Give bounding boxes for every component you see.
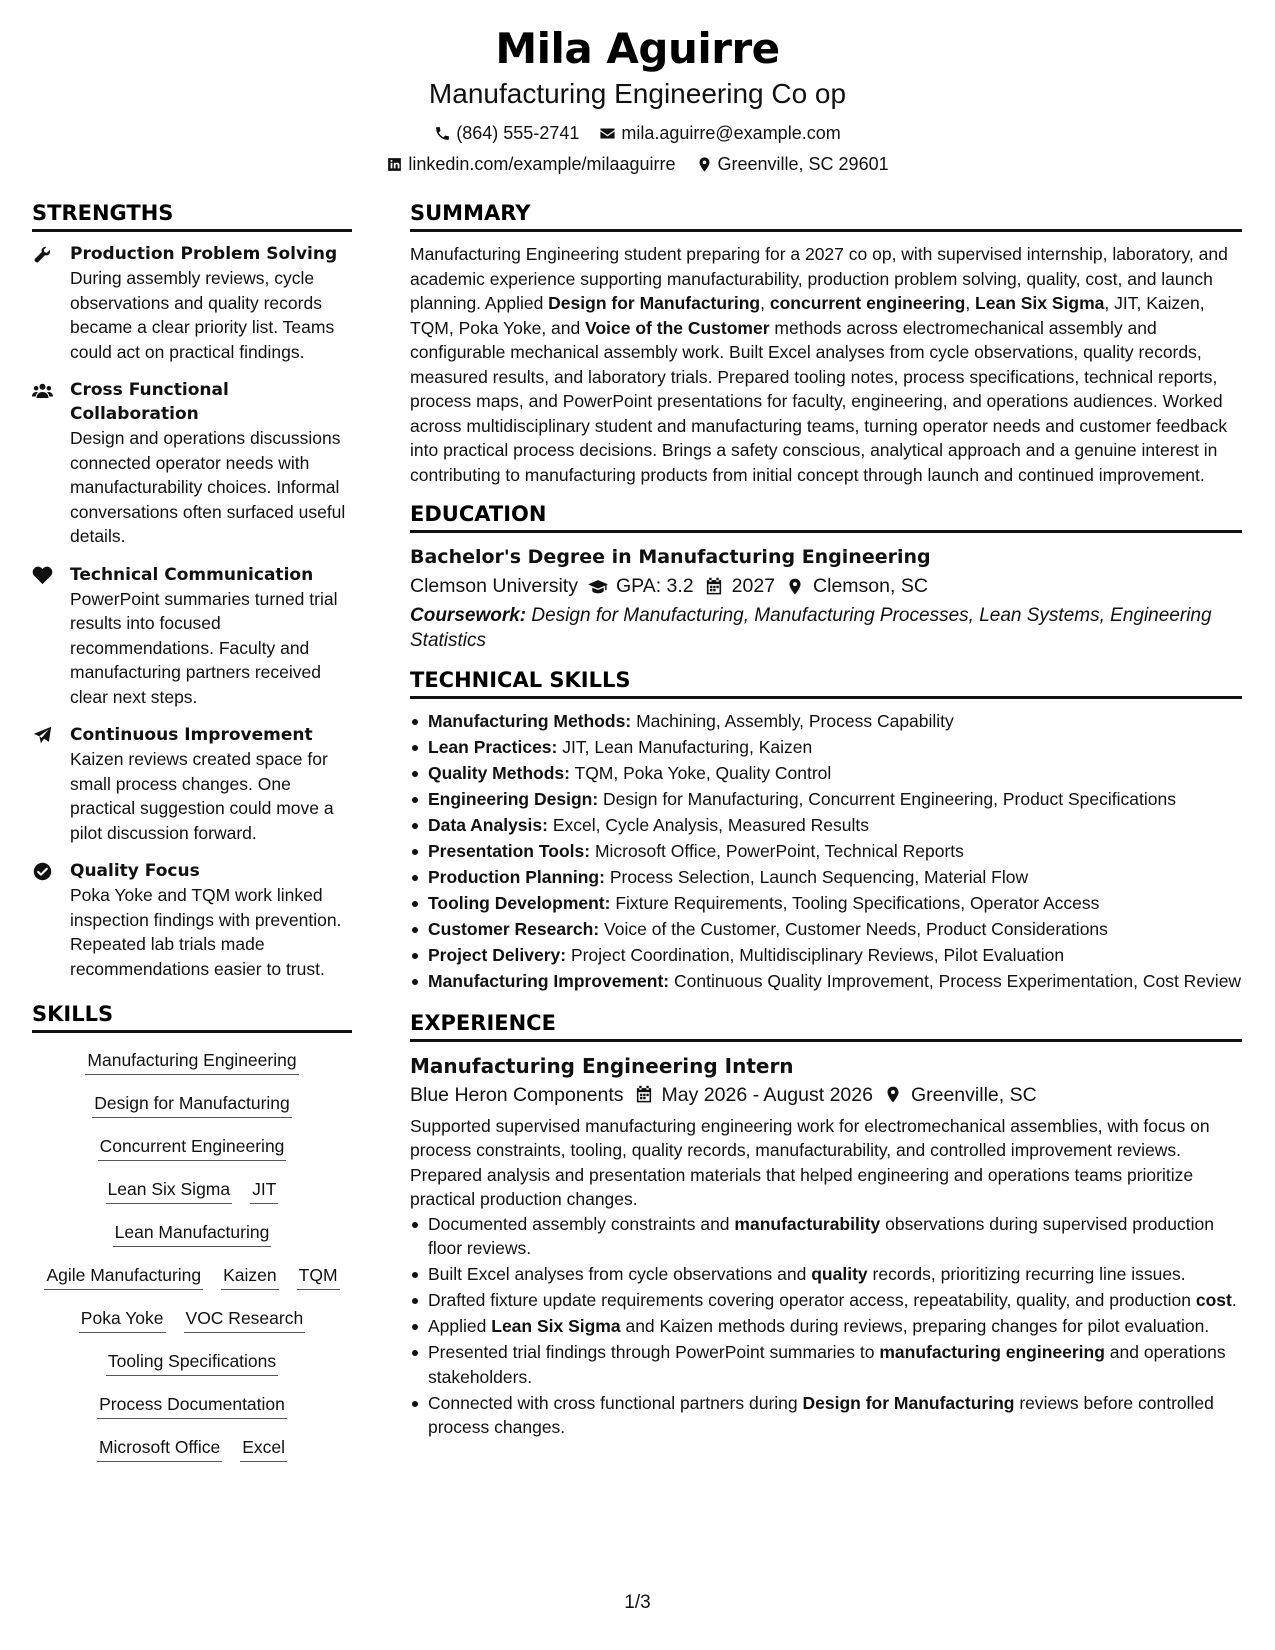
strength-title: Cross Functional Collaboration xyxy=(70,380,229,424)
strength-desc: Design and operations discussions connected operator needs with manufacturability choices. Informal conversations often surfaced useful details. xyxy=(70,428,346,546)
bullet-text: Presented trial findings through PowerPoint summaries to xyxy=(428,1342,880,1362)
company-name: Blue Heron Components xyxy=(410,1083,624,1106)
skill-row xyxy=(32,1219,352,1247)
bullet-text: reviews before controlled process changes. xyxy=(428,1392,1214,1437)
list-item xyxy=(410,1262,1242,1287)
calendar-icon xyxy=(634,1085,654,1104)
list-item xyxy=(410,787,1242,812)
skill-tag: Microsoft Office xyxy=(97,1434,222,1462)
graduation-year: 2027 xyxy=(731,575,776,597)
skill-tag: Excel xyxy=(240,1434,287,1462)
skill-label: Quality Methods: xyxy=(428,763,570,783)
education-location: Clemson, SC xyxy=(813,575,928,597)
skill-row xyxy=(32,1434,352,1462)
skill-label: Lean Practices: xyxy=(428,737,558,757)
contact-line-2 xyxy=(0,153,1275,175)
bullet-text: records, prioritizing recurring line issues. xyxy=(867,1264,1186,1284)
list-item xyxy=(410,891,1242,916)
strength-item xyxy=(32,242,352,364)
skill-value: JIT, Lean Manufacturing, Kaizen xyxy=(562,737,813,757)
skills-heading: SKILLS xyxy=(32,999,352,1033)
phone-contact xyxy=(434,122,579,144)
coursework-label: Coursework: xyxy=(410,605,527,626)
skill-label: Manufacturing Improvement: xyxy=(428,971,670,991)
skill-label: Tooling Development: xyxy=(428,893,611,913)
linkedin-url[interactable]: linkedin.com/example/milaaguirre xyxy=(408,154,676,174)
calendar-icon xyxy=(704,577,724,596)
skill-value: Design for Manufacturing, Concurrent Engineering, Product Specifications xyxy=(603,789,1176,809)
map-marker-icon xyxy=(785,577,805,596)
graduation-cap-icon xyxy=(588,577,608,596)
job-dates: May 2026 - August 2026 xyxy=(661,1083,873,1106)
skill-row xyxy=(32,1133,352,1161)
job-description: Supported supervised manufacturing engineering work for electromechanical assemblies, with focus on process constraints, tooling, quality records, manufacturability, and controlled improvement reviews. Prepared analysis and presentation materials that helped engineering and operations teams prioritize practical production changes. xyxy=(410,1115,1210,1209)
list-item xyxy=(410,1391,1242,1440)
right-column xyxy=(410,198,1242,1450)
job-location-item xyxy=(883,1080,1037,1110)
bullet-text: Built Excel analyses from cycle observations and xyxy=(428,1264,812,1284)
job-bullets xyxy=(410,1212,1242,1440)
education-heading: EDUCATION xyxy=(410,499,1242,533)
coursework-list: Design for Manufacturing, Manufacturing Processes, Lean Systems, Engineering Statistics xyxy=(410,605,1212,651)
strength-desc: Kaizen reviews created space for small process changes. One practical suggestion could move a pilot discussion forward. xyxy=(70,749,334,843)
users-icon xyxy=(32,381,53,400)
envelope-icon xyxy=(599,125,616,142)
skill-row xyxy=(32,1090,352,1118)
list-item xyxy=(410,1212,1242,1261)
strength-desc: Poka Yoke and TQM work linked inspection findings with prevention. Repeated lab trials made recommendations easier to trust. xyxy=(70,885,342,979)
skill-tag: VOC Research xyxy=(184,1305,306,1333)
left-column xyxy=(32,198,352,1477)
skill-label: Production Planning: xyxy=(428,867,605,887)
degree-title: Bachelor's Degree in Manufacturing Engineering xyxy=(410,546,931,568)
strength-title: Continuous Improvement xyxy=(70,725,313,745)
bullet-text: and Kaizen methods during reviews, preparing changes for pilot evaluation. xyxy=(620,1316,1210,1336)
check-circle-icon xyxy=(32,862,53,881)
list-item xyxy=(410,813,1242,838)
list-item xyxy=(410,917,1242,942)
skill-tag: Poka Yoke xyxy=(79,1305,166,1333)
list-item xyxy=(410,943,1242,968)
bullet-text: Applied xyxy=(428,1316,492,1336)
job-dates-item xyxy=(634,1080,873,1110)
paper-plane-icon xyxy=(32,726,53,745)
job-location: Greenville, SC xyxy=(910,1083,1037,1106)
summary-text xyxy=(410,242,1242,487)
location-text: Greenville, SC 29601 xyxy=(717,154,889,174)
edu-location-item xyxy=(785,571,928,601)
skill-value: TQM, Poka Yoke, Quality Control xyxy=(574,763,832,783)
skill-value: Fixture Requirements, Tooling Specifications, Operator Access xyxy=(615,893,1100,913)
gpa-text: GPA: 3.2 xyxy=(615,575,694,597)
list-item xyxy=(410,761,1242,786)
email-contact[interactable] xyxy=(599,122,840,144)
heart-icon xyxy=(32,566,53,585)
summary-part: , xyxy=(760,293,770,313)
strength-item xyxy=(32,378,352,549)
strength-desc: PowerPoint summaries turned trial results into focused recommendations. Faculty and manufacturing partners received clear next steps. xyxy=(70,588,338,707)
skill-value: Excel, Cycle Analysis, Measured Results xyxy=(552,815,869,835)
skill-value: Microsoft Office, PowerPoint, Technical Reports xyxy=(594,841,964,861)
bullet-bold: quality xyxy=(811,1264,868,1284)
skill-value: Voice of the Customer, Customer Needs, Product Considerations xyxy=(604,919,1108,939)
skill-label: Manufacturing Methods: xyxy=(428,711,632,731)
summary-part-bold: Lean Six Sigma xyxy=(975,293,1105,313)
skill-row xyxy=(32,1262,352,1290)
location-contact xyxy=(696,153,889,175)
summary-part-bold: concurrent engineering xyxy=(769,293,966,313)
list-item xyxy=(410,1288,1242,1313)
map-marker-icon xyxy=(696,156,713,173)
skill-row xyxy=(32,1047,352,1075)
job-title: Manufacturing Engineering Intern xyxy=(410,1053,794,1078)
list-item xyxy=(410,1314,1242,1339)
summary-part-bold: Design for Manufacturing xyxy=(548,293,761,313)
strength-item xyxy=(32,859,352,981)
summary-part: methods across electromechanical assembly and configurable mechanical assembly work. Built Excel analyses from cycle observations, quality records, measured results, and laboratory trials. Prepared tooling notes, process specifications, technical reports, process maps, and PowerPoint presentations for faculty, engineering, and operations audiences. Worked across multidisciplinary student and manufacturing teams, turning operator needs and customer feedback into practical process decisions. Brings a safety conscious, analytical approach and a genuine interest in contributing to manufacturing products from initial concept through launch and continued improvement. xyxy=(410,317,1228,485)
skills-section xyxy=(32,999,352,1462)
skill-label: Presentation Tools: xyxy=(428,841,591,861)
skill-tag: Kaizen xyxy=(221,1262,279,1290)
bullet-bold: manufacturing engineering xyxy=(879,1342,1105,1362)
bullet-text: Connected with cross functional partners during xyxy=(428,1392,803,1413)
skill-label: Project Delivery: xyxy=(428,945,567,965)
page-number: 1/3 xyxy=(624,1592,651,1613)
experience-heading: EXPERIENCE xyxy=(410,1008,1242,1042)
skill-tag: Lean Six Sigma xyxy=(106,1176,233,1204)
skill-tag: Design for Manufacturing xyxy=(92,1090,292,1118)
resume-header xyxy=(0,20,1275,175)
list-item xyxy=(410,735,1242,760)
bullet-text: Documented assembly constraints and xyxy=(428,1213,735,1234)
list-item xyxy=(410,969,1242,994)
summary-part: , xyxy=(965,293,976,313)
skill-value: Project Coordination, Multidisciplinary Reviews, Pilot Evaluation xyxy=(571,945,1065,965)
skill-value: Process Selection, Launch Sequencing, Material Flow xyxy=(609,867,1029,887)
bullet-bold: Design for Manufacturing xyxy=(802,1392,1015,1413)
list-item xyxy=(410,1340,1242,1389)
email-address[interactable]: mila.aguirre@example.com xyxy=(621,123,841,143)
skill-value: Continuous Quality Improvement, Process Experimentation, Cost Review xyxy=(674,971,1242,991)
strength-item xyxy=(32,563,352,710)
skill-row xyxy=(32,1391,352,1419)
phone-number: (864) 555-2741 xyxy=(456,123,580,143)
list-item xyxy=(410,709,1242,734)
bullet-text: and operations stakeholders. xyxy=(428,1342,1226,1387)
technical-skills-list xyxy=(410,709,1242,994)
gpa-item xyxy=(588,571,694,601)
skill-label: Engineering Design: xyxy=(428,789,599,809)
skill-value: Machining, Assembly, Process Capability xyxy=(636,711,954,731)
bullet-bold: manufacturability xyxy=(734,1213,881,1234)
job-meta xyxy=(410,1080,1242,1110)
bullet-text: . xyxy=(1231,1290,1237,1310)
skill-tag: Manufacturing Engineering xyxy=(85,1047,298,1075)
skill-tag: TQM xyxy=(297,1262,340,1290)
summary-part: , JIT, Kaizen, TQM, Poka Yoke, and xyxy=(410,293,1205,338)
bullet-text: Drafted fixture update requirements covering operator access, repeatability, quality, and production xyxy=(428,1290,1196,1310)
strength-item xyxy=(32,723,352,845)
skill-tag: JIT xyxy=(250,1176,278,1204)
skill-label: Customer Research: xyxy=(428,919,600,939)
skill-tag: Lean Manufacturing xyxy=(113,1219,272,1247)
summary-part: Manufacturing Engineering student preparing for a 2027 co op, with supervised internship, laboratory, and academic experience supporting manufacturability, production problem solving, quality, cost, and launch planning. Applied xyxy=(410,244,1228,313)
skill-tag: Tooling Specifications xyxy=(106,1348,278,1376)
education-meta xyxy=(410,571,1242,601)
wrench-icon xyxy=(32,245,53,264)
strengths-heading: STRENGTHS xyxy=(32,198,352,232)
candidate-role: Manufacturing Engineering Co op xyxy=(428,78,847,109)
strength-desc: During assembly reviews, cycle observations and quality records became a clear priority list. Teams could act on practical findings. xyxy=(70,268,335,362)
summary-part-bold: Voice of the Customer xyxy=(585,317,770,338)
strength-title: Quality Focus xyxy=(70,861,200,881)
linkedin-contact[interactable] xyxy=(386,153,675,175)
skill-row xyxy=(32,1305,352,1333)
skill-label: Data Analysis: xyxy=(428,815,548,835)
list-item xyxy=(410,865,1242,890)
strengths-list xyxy=(32,242,352,981)
technical-skills-heading: TECHNICAL SKILLS xyxy=(410,665,1242,699)
skill-row xyxy=(32,1348,352,1376)
contact-line-1 xyxy=(0,122,1275,144)
summary-heading: SUMMARY xyxy=(410,198,1242,232)
year-item xyxy=(704,571,775,601)
skill-tag: Concurrent Engineering xyxy=(98,1133,287,1161)
bullet-text: observations during supervised production floor reviews. xyxy=(428,1213,1214,1258)
map-marker-icon xyxy=(883,1085,903,1104)
school-name: Clemson University xyxy=(410,575,578,597)
skill-row xyxy=(32,1176,352,1204)
strength-title: Production Problem Solving xyxy=(70,244,338,264)
linkedin-icon xyxy=(386,156,403,173)
candidate-name: Mila Aguirre xyxy=(495,24,780,73)
list-item xyxy=(410,839,1242,864)
skill-tag: Agile Manufacturing xyxy=(44,1262,203,1290)
bullet-bold: cost xyxy=(1195,1290,1232,1310)
strength-title: Technical Communication xyxy=(70,564,314,585)
bullet-bold: Lean Six Sigma xyxy=(491,1316,621,1336)
coursework xyxy=(410,603,1242,653)
phone-icon xyxy=(434,125,451,142)
skill-tag: Process Documentation xyxy=(97,1391,287,1419)
